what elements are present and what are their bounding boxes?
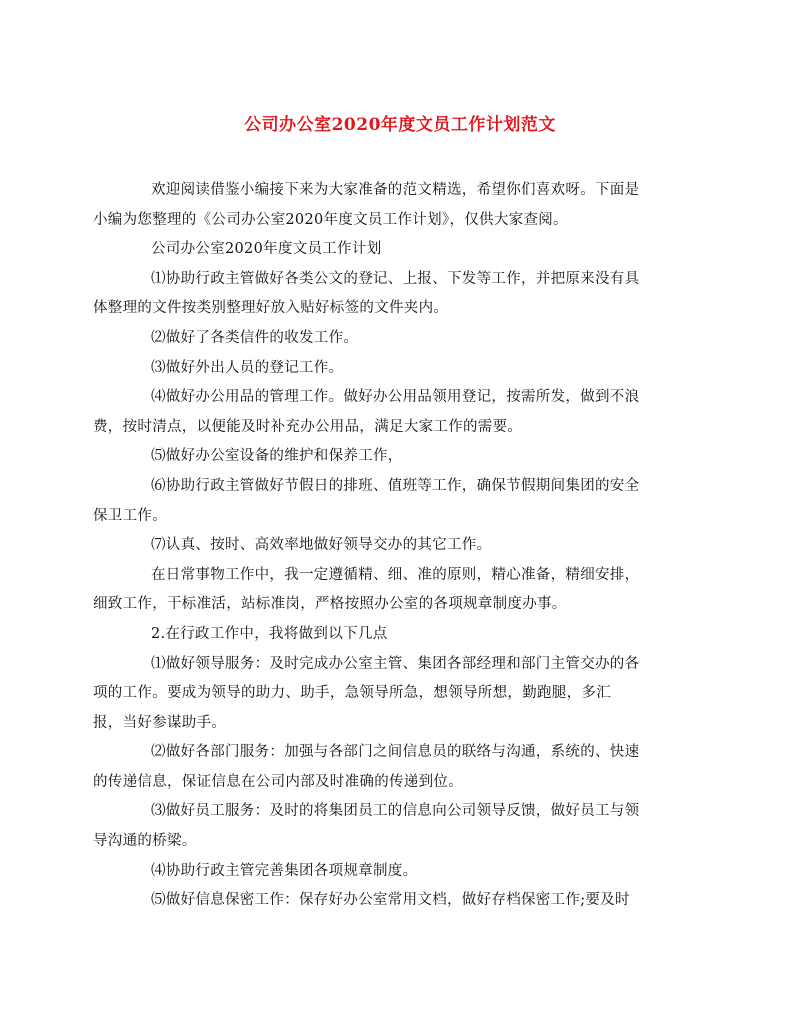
text-line: 体整理的文件按类别整理好放入贴好标签的文件夹内。: [93, 300, 449, 317]
text-line: 公司办公室2020年度文员工作计划: [151, 241, 382, 258]
text-line: 项的工作。要成为领导的助力、助手，急领导所急，想领导所想，勤跑腿，多汇: [93, 685, 611, 702]
paragraph-plan-heading: [122, 235, 688, 265]
text-line: ⑶做好员工服务：及时的将集团员工的信息向公司领导反馈，做好员工与领: [151, 803, 640, 820]
text-line: ⑹协助行政主管做好节假日的排班、值班等工作，确保节假期间集团的安全: [151, 477, 640, 494]
paragraph-service-3: [93, 797, 688, 856]
paragraph-section-2-heading: [122, 620, 688, 650]
text-line: 细致工作，干标准活，站标准岗，严格按照办公室的各项规章制度办事。: [93, 596, 567, 613]
paragraph-intro: [93, 176, 688, 235]
text-line: ⑴做好领导服务：及时完成办公室主管、集团各部经理和部门主管交办的各: [151, 655, 640, 672]
paragraph-service-5: [122, 886, 688, 916]
text-line: ⑵做好各部门服务：加强与各部门之间信息员的联络与沟通，系统的、快速: [151, 744, 640, 761]
paragraph-item-6: [93, 472, 688, 531]
paragraph-service-4: [122, 857, 688, 887]
paragraph-item-2: [122, 324, 688, 354]
text-line: ⑸做好信息保密工作：保存好办公室常用文档，做好存档保密工作;要及时: [151, 892, 630, 909]
paragraph-item-7: [122, 531, 688, 561]
text-line: ⑷协助行政主管完善集团各项规章制度。: [151, 862, 418, 879]
text-line: 2.在行政工作中，我将做到以下几点: [151, 625, 388, 642]
text-line: 导沟通的桥梁。: [93, 833, 197, 850]
text-line: ⑷做好办公用品的管理工作。做好办公用品领用登记，按需所发，做到不浪: [151, 389, 640, 406]
text-line: 的传递信息，保证信息在公司内部及时准确的传递到位。: [93, 773, 463, 790]
text-line: 欢迎阅读借鉴小编接下来为大家准备的范文精选，希望你们喜欢呀。下面是: [151, 182, 640, 198]
text-line: 报，当好参谋助手。: [93, 714, 227, 731]
text-line: ⑵做好了各类信件的收发工作。: [151, 329, 359, 346]
paragraph-item-3: [122, 354, 688, 384]
paragraph-item-5: [122, 442, 688, 472]
paragraph-item-4: [93, 383, 688, 442]
document-body: [93, 176, 688, 916]
text-line: 费，按时清点，以便能及时补充办公用品，满足大家工作的需要。: [93, 418, 523, 435]
text-line: ⑺认真、按时、高效率地做好领导交办的其它工作。: [151, 537, 492, 554]
text-line: ⑴协助行政主管做好各类公文的登记、上报、下发等工作，并把原来没有具: [151, 270, 640, 287]
text-line: ⑸做好办公室设备的维护和保养工作，: [151, 448, 403, 465]
text-line: ⑶做好外出人员的登记工作。: [151, 359, 344, 376]
paragraph-service-1: [93, 650, 688, 739]
paragraph-service-2: [93, 738, 688, 797]
paragraph-principle: [93, 561, 688, 620]
text-line: 在日常事物工作中，我一定遵循精、细、准的原则，精心准备，精细安排，: [151, 566, 640, 583]
paragraph-item-1: [93, 265, 688, 324]
text-line: 小编为您整理的《公司办公室2020年度文员工作计划》，仅供大家查阅。: [93, 211, 568, 228]
document-title: 公司办公室2020年度文员工作计划范文: [244, 115, 556, 135]
text-line: 保卫工作。: [93, 507, 167, 524]
